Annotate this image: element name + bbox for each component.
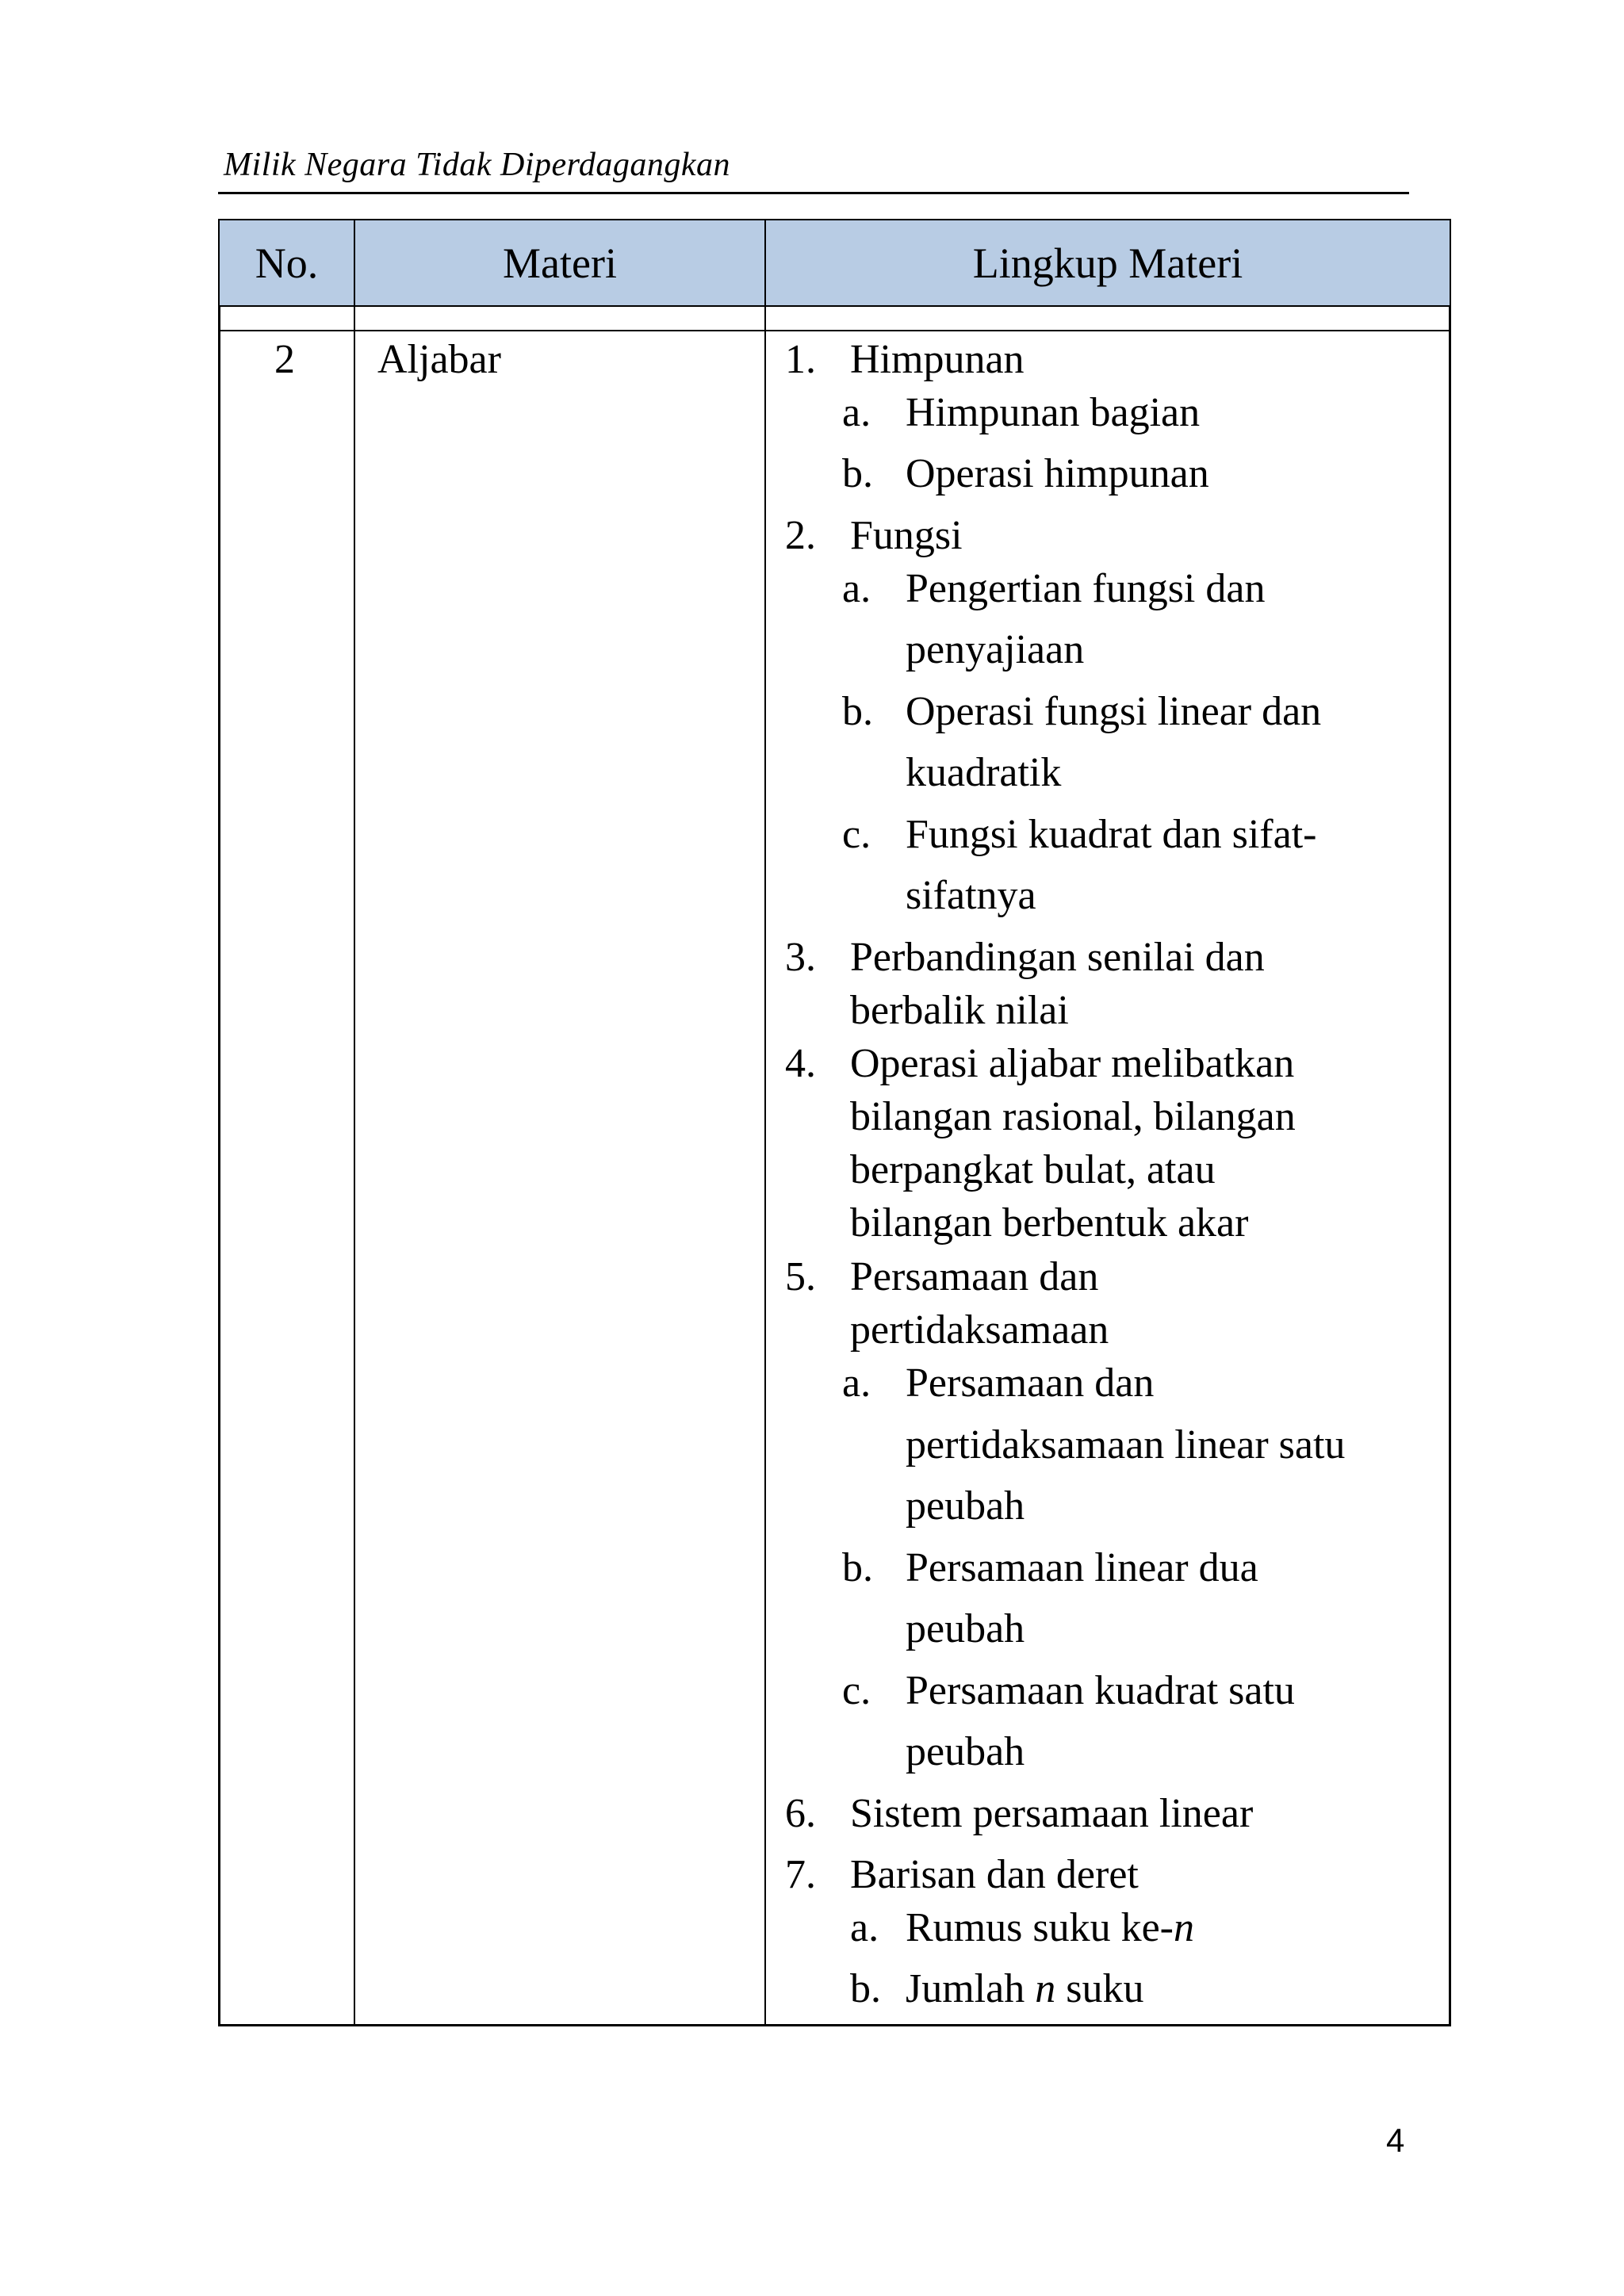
list-item-text: Persamaan linear dua xyxy=(906,1545,1258,1590)
column-header-lingkup-materi: Lingkup Materi xyxy=(972,239,1243,287)
column-divider-2 xyxy=(764,220,766,2025)
header-rule xyxy=(218,192,1409,194)
page-number: 4 xyxy=(1386,2122,1405,2159)
math-variable: n xyxy=(1035,1966,1056,2011)
list-item-text: Persamaan kuadrat satu xyxy=(906,1668,1295,1713)
list-marker: a. xyxy=(842,1360,871,1406)
list-marker: b. xyxy=(850,1966,881,2011)
list-item-text xyxy=(906,1962,1143,2016)
list-item-text: berbalik nilai xyxy=(850,988,1069,1033)
list-item-text xyxy=(906,1901,1194,1955)
list-item-text: Barisan dan deret xyxy=(850,1852,1139,1897)
list-marker: a. xyxy=(842,390,871,435)
list-item-text: peubah xyxy=(906,1729,1025,1774)
list-marker: 2. xyxy=(785,513,816,558)
list-item-text: Sistem persamaan linear xyxy=(850,1791,1254,1836)
list-marker: a. xyxy=(850,1905,879,1950)
list-item-text: Himpunan bagian xyxy=(906,390,1201,435)
column-header-materi: Materi xyxy=(503,239,617,287)
list-marker: 3. xyxy=(785,935,816,980)
list-item-text-part: Jumlah xyxy=(906,1966,1036,2011)
list-item-text: peubah xyxy=(906,1483,1025,1529)
list-item-text: penyajiaan xyxy=(906,627,1085,672)
list-marker: 1. xyxy=(785,337,816,382)
list-item-text: bilangan rasional, bilangan xyxy=(850,1094,1296,1139)
list-marker: b. xyxy=(842,1545,873,1590)
math-variable: n xyxy=(1174,1905,1194,1950)
list-item-text: Persamaan dan xyxy=(850,1254,1099,1299)
list-item-text-part: suku xyxy=(1055,1966,1144,2011)
list-item-text: Himpunan xyxy=(850,337,1025,382)
row-number: 2 xyxy=(274,337,295,382)
list-item-text: pertidaksamaan linear satu xyxy=(906,1422,1346,1468)
list-item-text: Pengertian fungsi dan xyxy=(906,566,1266,611)
list-marker: b. xyxy=(842,689,873,734)
list-item-text: Fungsi kuadrat dan sifat- xyxy=(906,812,1317,857)
list-item-text: bilangan berbentuk akar xyxy=(850,1200,1249,1246)
list-marker: 6. xyxy=(785,1791,816,1836)
list-marker: c. xyxy=(842,1668,871,1713)
list-item-text: kuadratik xyxy=(906,750,1062,795)
running-header: Milik Negara Tidak Diperdagangkan xyxy=(224,147,731,183)
header-bottom-rule xyxy=(220,305,1450,307)
list-item-text: Fungsi xyxy=(850,513,963,558)
list-marker: 7. xyxy=(785,1852,816,1897)
list-marker: 5. xyxy=(785,1254,816,1299)
list-item-text: Perbandingan senilai dan xyxy=(850,935,1265,980)
list-item-text: Operasi fungsi linear dan xyxy=(906,689,1322,734)
list-item-text: peubah xyxy=(906,1606,1025,1651)
list-item-text: sifatnya xyxy=(906,873,1036,918)
list-item-text-part: Rumus suku ke- xyxy=(906,1905,1174,1950)
list-item-text: berpangkat bulat, atau xyxy=(850,1147,1216,1192)
row-materi: Aljabar xyxy=(377,337,501,382)
list-marker: b. xyxy=(842,451,873,496)
spacer-bottom-rule xyxy=(220,330,1450,331)
list-marker: 4. xyxy=(785,1041,816,1086)
list-marker: c. xyxy=(842,812,871,857)
list-item-text: Operasi himpunan xyxy=(906,451,1209,496)
list-item-text: Persamaan dan xyxy=(906,1360,1155,1406)
list-item-text: Operasi aljabar melibatkan xyxy=(850,1041,1295,1086)
list-marker: a. xyxy=(842,566,871,611)
list-item-text: pertidaksamaan xyxy=(850,1307,1109,1353)
column-divider-1 xyxy=(354,220,355,2025)
column-header-no: No. xyxy=(255,239,319,287)
